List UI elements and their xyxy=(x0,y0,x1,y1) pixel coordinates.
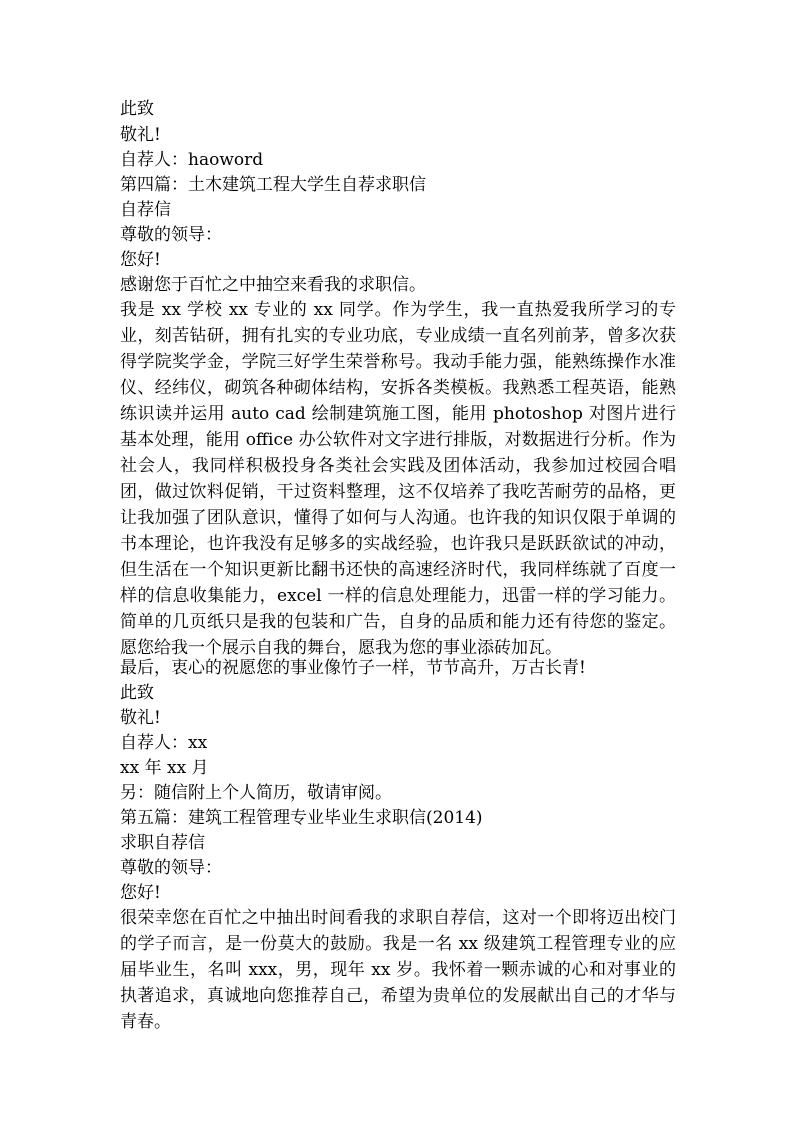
section-5-heading: 第五篇：建筑工程管理专业毕业生求职信(2014) xyxy=(120,808,483,828)
signer-line: 自荐人：haoword xyxy=(120,150,264,170)
section-4-subheading: 自荐信 xyxy=(120,200,171,220)
section-4-greeting: 您好! xyxy=(120,250,161,270)
section-4-note: 另：随信附上个人简历，敬请审阅。 xyxy=(120,783,392,803)
section-4-salutation: 尊敬的领导： xyxy=(120,225,222,245)
section-5-body: 很荣幸您在百忙之中抽出时间看我的求职自荐信，这对一个即将迈出校门的学子而言，是一份莫大的鼓励。我是一名 xx 级建筑工程管理专业的应届毕业生，名叫 xxx，男，现年 xx 岁。我怀着一颗赤诚的心和对事业的执著追求，真诚地向您推荐自己，希望为贵单位的发展献出自己的才华与青春。 xyxy=(120,908,676,1032)
section-4-signer: 自荐人：xx xyxy=(120,733,208,753)
closing-line-1: 此致 xyxy=(120,99,154,119)
section-4-thanks: 感谢您于百忙之中抽空来看我的求职信。 xyxy=(120,275,426,295)
section-4-closing-1: 此致 xyxy=(120,683,154,703)
closing-line-2: 敬礼! xyxy=(120,125,161,145)
section-4-body: 我是 xx 学校 xx 专业的 xx 同学。作为学生，我一直热爱我所学习的专业，刻苦钻研，拥有扎实的专业功底，专业成绩一直名列前茅，曾多次获得学院奖学金，学院三好学生荣誉称号。我动手能力强，能熟练操作水准仪、经纬仪，砌筑各种砌体结构，安拆各类模板。我熟悉工程英语，能熟练识读并运用 auto cad 绘制建筑施工图，能用 photoshop 对图片进行基本处理，能用 office 办公软件对文字进行排版，对数据进行分析。作为社会人，我同样积极投身各类社会实践及团体活动，我参加过校园合唱团，做过饮料促销，干过资料整理，这不仅培养了我吃苦耐劳的品格，更让我加强了团队意识，懂得了如何与人沟通。也许我的知识仅限于单调的书本理论，也许我没有足够多的实战经验，也许我只是跃跃欲试的冲动，但生活在一个知识更新比翻书还快的高速经济时代，我同样练就了百度一样的信息收集能力，excel 一样的信息处理能力，迅雷一样的学习能力。简单的几页纸只是我的包装和广告，自身的品质和能力还有待您的鉴定。愿您给我一个展示自我的舞台，愿我为您的事业添砖加瓦。 xyxy=(120,300,676,658)
section-5-salutation: 尊敬的领导： xyxy=(120,858,222,878)
section-5-greeting: 您好! xyxy=(120,883,161,903)
section-4-date: xx 年 xx 月 xyxy=(120,758,209,778)
section-4-heading: 第四篇：土木建筑工程大学生自荐求职信 xyxy=(120,175,426,195)
section-4-closing-2: 敬礼! xyxy=(120,708,161,728)
section-5-subheading: 求职自荐信 xyxy=(120,833,205,853)
section-4-wish: 最后，衷心的祝愿您的事业像竹子一样，节节高升，万古长青! xyxy=(120,658,586,678)
